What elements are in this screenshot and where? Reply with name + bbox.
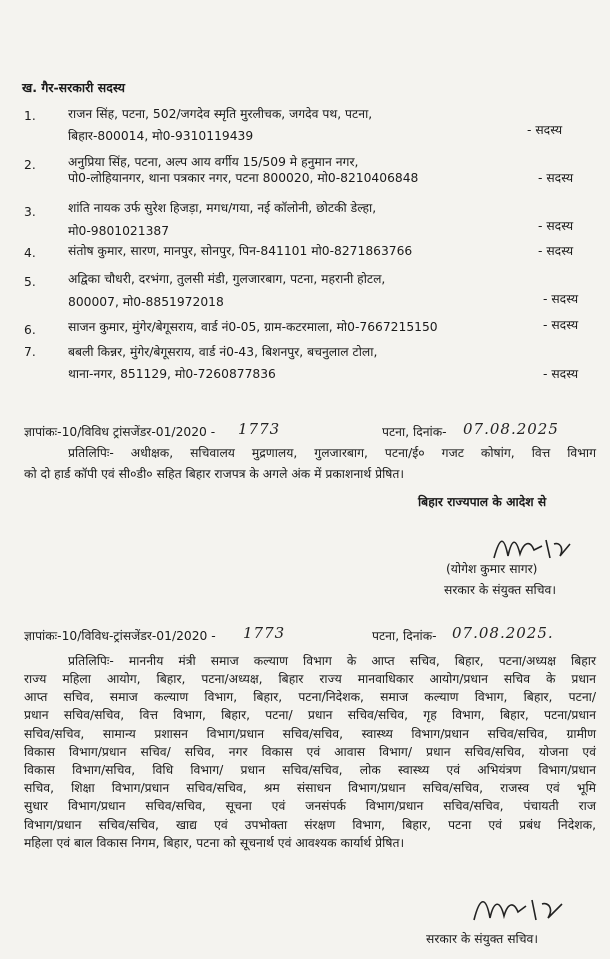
member-role: - सदस्य bbox=[543, 292, 579, 306]
member-role: - सदस्य bbox=[527, 123, 563, 137]
member-line: 800007, मो0-8851972018 bbox=[68, 295, 224, 309]
memo2-copy-paragraph-cont bbox=[24, 670, 596, 852]
member-role: - सदस्य bbox=[538, 219, 574, 233]
memo1-copy-paragraph-cont bbox=[24, 465, 596, 483]
signer-title: सरकार के संयुक्त सचिव। bbox=[426, 932, 539, 946]
memo-number: ज्ञापांकः-10/विविध-ट्रांसजेंडर-01/2020 - bbox=[24, 629, 216, 643]
copy-line: प्रधान सचिव/सचिव, वित्त विभाग, बिहार, पटना/ प्रधान सचिव/सचिव, गृह विभाग, बिहार, पटना/प्रधान bbox=[24, 708, 596, 723]
member-role: - सदस्य bbox=[543, 367, 579, 381]
member-line: संतोष कुमार, सारण, मानपुर, सोनपुर, पिन-841101 मो0-8271863766 bbox=[68, 244, 413, 258]
member-number: 2. bbox=[24, 158, 36, 172]
memo-number-handwritten: 1773 bbox=[238, 420, 281, 438]
member-line: मो0-9801021387 bbox=[68, 224, 170, 238]
copy-line: प्रतिलिपिः- माननीय मंत्री समाज कल्याण विभाग के आप्त सचिव, बिहार, पटना/अध्यक्ष बिहार bbox=[68, 654, 596, 668]
memo1-copy-paragraph bbox=[68, 444, 596, 462]
member-number: 5. bbox=[24, 275, 36, 289]
member-line: अनुप्रिया सिंह, पटना, अल्प आय वर्गीय 15/509 मे हनुमान नगर, bbox=[68, 155, 359, 169]
member-number: 7. bbox=[24, 345, 36, 359]
member-line: थाना-नगर, 851129, मो0-7260877836 bbox=[68, 367, 276, 381]
member-line: पो0-लोहियानगर, थाना पत्रकार नगर, पटना 800020, मो0-8210406848 bbox=[68, 171, 419, 185]
memo-number: ज्ञापांकः-10/विविध ट्रांसजेंडर-01/2020 - bbox=[24, 425, 216, 439]
member-line: अद्विका चौधरी, दरभंगा, तुलसी मंडी, गुलजारबाग, पटना, महरानी होटल, bbox=[68, 272, 386, 286]
member-line: बिहार-800014, मो0-9310119439 bbox=[68, 129, 254, 143]
signer-name: (योगेश कुमार सागर) bbox=[446, 562, 538, 576]
member-number: 4. bbox=[24, 246, 36, 260]
member-number: 3. bbox=[24, 205, 36, 219]
section-heading: ख. गैर-सरकारी सदस्य bbox=[22, 80, 125, 95]
memo-date-label: पटना, दिनांक- bbox=[372, 629, 437, 643]
copy-line: सचिव, शिक्षा विभाग/प्रधान सचिव/सचिव, श्रम संसाधन विभाग/प्रधान सचिव/सचिव, राजस्व एवं भूमि bbox=[24, 781, 596, 796]
member-role: - सदस्य bbox=[538, 244, 574, 258]
memo-date-handwritten: 07.08.2025 bbox=[463, 420, 559, 438]
member-number: 6. bbox=[24, 323, 36, 337]
member-role: - सदस्य bbox=[543, 318, 579, 332]
member-line: राजन सिंह, पटना, 502/जगदेव स्मृति मुरलीचक, जगदेव पथ, पटना, bbox=[68, 107, 373, 121]
copy-line: राज्य महिला आयोग, बिहार, पटना/अध्यक्ष, बिहार राज्य मानवाधिकार आयोग/प्रधान सचिव के प्रधान bbox=[24, 672, 596, 686]
memo-number-handwritten: 1773 bbox=[243, 624, 286, 642]
member-number: 1. bbox=[24, 109, 36, 123]
signature bbox=[470, 890, 570, 932]
copy-line: महिला एवं बाल विकास निगम, बिहार, पटना को सूचनार्थ एवं आवश्यक कार्यार्थ प्रेषित। bbox=[24, 835, 405, 850]
copy-line: विकास विभाग/प्रधान सचिव/ सचिव, नगर विकास एवं आवास विभाग/ प्रधान सचिव/सचिव, योजना एवं bbox=[24, 744, 596, 759]
copy-line: आप्त सचिव, समाज कल्याण विभाग, बिहार, पटना/निदेशक, समाज कल्याण विभाग, बिहार, पटना/ bbox=[24, 690, 596, 705]
copy-line: विभाग/प्रधान सचिव/सचिव, खाद्य एवं उपभोक्ता संरक्षण विभाग, बिहार, पटना एवं प्रबंध निदेशक, bbox=[24, 817, 596, 832]
member-line: बबली किन्नर, मुंगेर/बेगूसराय, वार्ड नं0-43, बिशनपुर, बचनुलाल टोला, bbox=[68, 345, 378, 359]
memo-date-label: पटना, दिनांक- bbox=[382, 425, 447, 439]
memo-date-handwritten: 07.08.2025. bbox=[452, 624, 554, 642]
member-role: - सदस्य bbox=[538, 171, 574, 185]
copy-line: सचिव/सचिव, सामान्य प्रशासन विभाग/प्रधान सचिव/सचिव, स्वास्थ्य विभाग/प्रधान सचिव/सचिव, ग्रामीण bbox=[24, 726, 596, 741]
copy-line: प्रतिलिपिः- अधीक्षक, सचिवालय मुद्रणालय, गुलजारबाग, पटना/ई० गजट कोषांग, वित्त विभाग bbox=[68, 446, 596, 460]
governor-order: बिहार राज्यपाल के आदेश से bbox=[418, 495, 547, 509]
copy-line: विकास विभाग/सचिव, विधि विभाग/ प्रधान सचिव/सचिव, लोक स्वास्थ्य एवं अभियंत्रण विभाग/प्रधान bbox=[24, 763, 596, 778]
copy-line: को दो हार्ड कॉपी एवं सी०डी० सहित बिहार राजपत्र के अगले अंक में प्रकाशनार्थ प्रेषित। bbox=[24, 467, 405, 481]
signer-title: सरकार के संयुक्त सचिव। bbox=[444, 583, 557, 597]
member-line: साजन कुमार, मुंगेर/बेगूसराय, वार्ड नं0-05, ग्राम-कटरमाला, मो0-7667215150 bbox=[68, 320, 438, 334]
memo2-copy-paragraph bbox=[68, 652, 596, 670]
member-line: शांति नायक उर्फ सुरेश हिजड़ा, मगध/गया, नई कॉलोनी, छोटकी डेल्हा, bbox=[68, 201, 377, 215]
copy-line: सुधार विभाग/प्रधान सचिव/सचिव, सूचना एवं जनसंपर्क विभाग/प्रधान सचिव/सचिव, पंचायती राज bbox=[24, 799, 596, 814]
